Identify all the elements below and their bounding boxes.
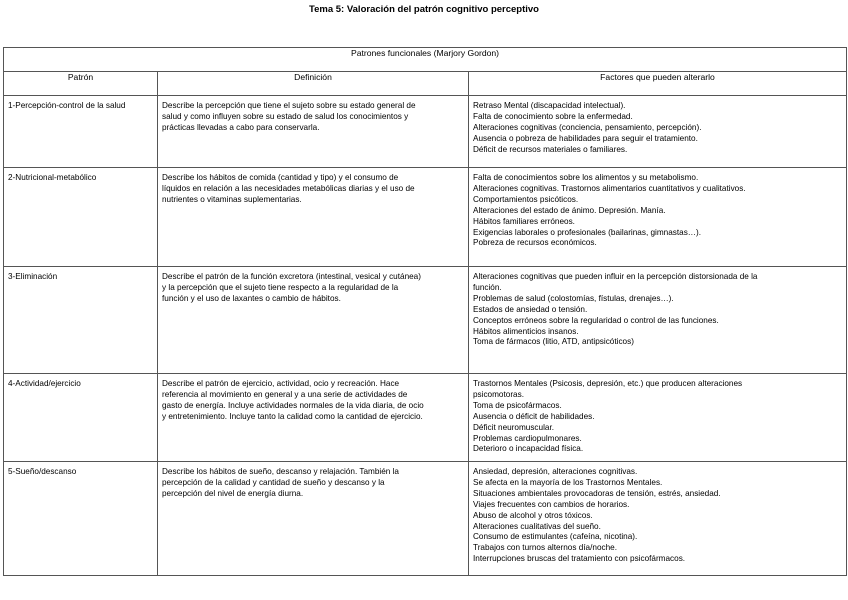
factor-item: Trastornos Mentales (Psicosis, depresión, etc.) que producen alteraciones psicomotoras. (473, 379, 743, 399)
table-row (4, 267, 847, 374)
factor-item: Déficit de recursos materiales o familiares. (473, 144, 628, 154)
table-header-row (4, 72, 847, 96)
table-caption: Patrones funcionales (Marjory Gordon) (4, 48, 847, 72)
factor-item: Situaciones ambientales provocadoras de tensión, estrés, ansiedad. (473, 488, 721, 498)
factor-item: Viajes frecuentes con cambios de horarios. (473, 499, 630, 509)
factor-item: Problemas de salud (colostomías, fístulas, drenajes…). (473, 293, 674, 303)
factor-item: Exigencias laborales o profesionales (bailarinas, gimnastas…). (473, 227, 701, 237)
definition-cell (158, 462, 469, 576)
factor-item: Consumo de estimulantes (cafeína, nicotina). (473, 532, 638, 542)
definition-text: Describe los hábitos de comida (cantidad y tipo) y el consumo de líquidos en relación a las necesidades metabólicas diarias y el uso de nutrientes o vitaminas suplementarias. (162, 173, 415, 204)
factors-cell (469, 96, 847, 168)
factor-item: Alteraciones del estado de ánimo. Depresión. Manía. (473, 205, 666, 215)
column-header-factors: Factores que pueden alterarlo (469, 72, 847, 96)
pattern-cell (4, 462, 158, 576)
table-caption-row (4, 48, 847, 72)
definition-cell (158, 168, 469, 267)
definition-cell (158, 374, 469, 462)
pattern-cell (4, 267, 158, 374)
definition-cell (158, 267, 469, 374)
factor-item: Alteraciones cognitivas. Trastornos alimentarios cuantitativos y cualitativos. (473, 183, 746, 193)
factor-item: Trabajos con turnos alternos día/noche. (473, 543, 617, 553)
factors-cell (469, 267, 847, 374)
factor-item: Se afecta en la mayoría de los Trastornos Mentales. (473, 477, 663, 487)
factor-item: Alteraciones cognitivas (conciencia, pensamiento, percepción). (473, 122, 702, 132)
factor-item: Falta de conocimiento sobre la enfermedad. (473, 111, 633, 121)
document-title: Tema 5: Valoración del patrón cognitivo perceptivo (309, 4, 539, 15)
definition-text: Describe el patrón de la función excretora (intestinal, vesical y cutánea) y la percepción que el sujeto tiene respecto a la regularidad de la función y el uso de laxantes o cambio de hábitos. (162, 272, 421, 303)
factor-item: Conceptos erróneos sobre la regularidad o control de las funciones. (473, 315, 719, 325)
table-row (4, 96, 847, 168)
factor-item: Comportamientos psicóticos. (473, 194, 579, 204)
factor-item: Ausencia o pobreza de habilidades para seguir el tratamiento. (473, 133, 698, 143)
column-header-definition: Definición (158, 72, 469, 96)
factor-item: Deterioro o incapacidad física. (473, 444, 584, 454)
factor-item: Ansiedad, depresión, alteraciones cognitivas. (473, 467, 638, 476)
table-row (4, 168, 847, 267)
table-row (4, 374, 847, 462)
factor-item: Pobreza de recursos económicos. (473, 238, 597, 248)
factor-item: Déficit neuromuscular. (473, 422, 554, 432)
factors-cell (469, 374, 847, 462)
factor-item: Falta de conocimientos sobre los alimentos y su metabolismo. (473, 173, 699, 182)
definition-text: Describe el patrón de ejercicio, actividad, ocio y recreación. Hace referencia al movimiento en general y a una serie de actividades de gasto de energía. Incluye actividades normales de la vida diaria, de ocio y entretenimiento. Incluye tanto la calidad como la cantidad de ejercicio. (162, 379, 424, 421)
pattern-name: 1-Percepción-control de la salud (8, 101, 126, 110)
factor-item: Problemas cardiopulmonares. (473, 433, 582, 443)
factor-item: Hábitos alimenticios insanos. (473, 326, 579, 336)
pattern-cell (4, 96, 158, 168)
factor-item: Hábitos familiares erróneos. (473, 216, 575, 226)
factors-cell (469, 462, 847, 576)
factor-item: Alteraciones cognitivas que pueden influir en la percepción distorsionada de la función. (473, 272, 758, 292)
factor-item: Retraso Mental (discapacidad intelectual). (473, 101, 626, 110)
factor-item: Interrupciones bruscas del tratamiento con psicofármacos. (473, 554, 686, 564)
table-row (4, 462, 847, 576)
pattern-cell (4, 168, 158, 267)
factor-item: Ausencia o déficit de habilidades. (473, 411, 595, 421)
factor-item: Toma de fármacos (litio, ATD, antipsicóticos) (473, 337, 634, 347)
factors-cell (469, 168, 847, 267)
factor-item: Alteraciones cualitativas del sueño. (473, 521, 601, 531)
pattern-name: 3-Eliminación (8, 272, 58, 281)
factor-item: Toma de psicofármacos. (473, 400, 562, 410)
pattern-name: 5-Sueño/descanso (8, 467, 77, 476)
pattern-cell (4, 374, 158, 462)
column-header-pattern: Patrón (4, 72, 158, 96)
factor-item: Abuso de alcohol y otros tóxicos. (473, 510, 593, 520)
definition-text: Describe los hábitos de sueño, descanso y relajación. También la percepción de la calidad y cantidad de sueño y descanso y la percepción del nivel de energía diurna. (162, 467, 399, 498)
factor-item: Estados de ansiedad o tensión. (473, 304, 588, 314)
pattern-name: 2-Nutricional-metabólico (8, 173, 97, 182)
functional-patterns-table (3, 47, 847, 576)
pattern-name: 4-Actividad/ejercicio (8, 379, 81, 388)
definition-text: Describe la percepción que tiene el sujeto sobre su estado general de salud y como influyen sobre su estado de salud los conocimientos y prácticas llevadas a cabo para conservarla. (162, 101, 416, 132)
definition-cell (158, 96, 469, 168)
